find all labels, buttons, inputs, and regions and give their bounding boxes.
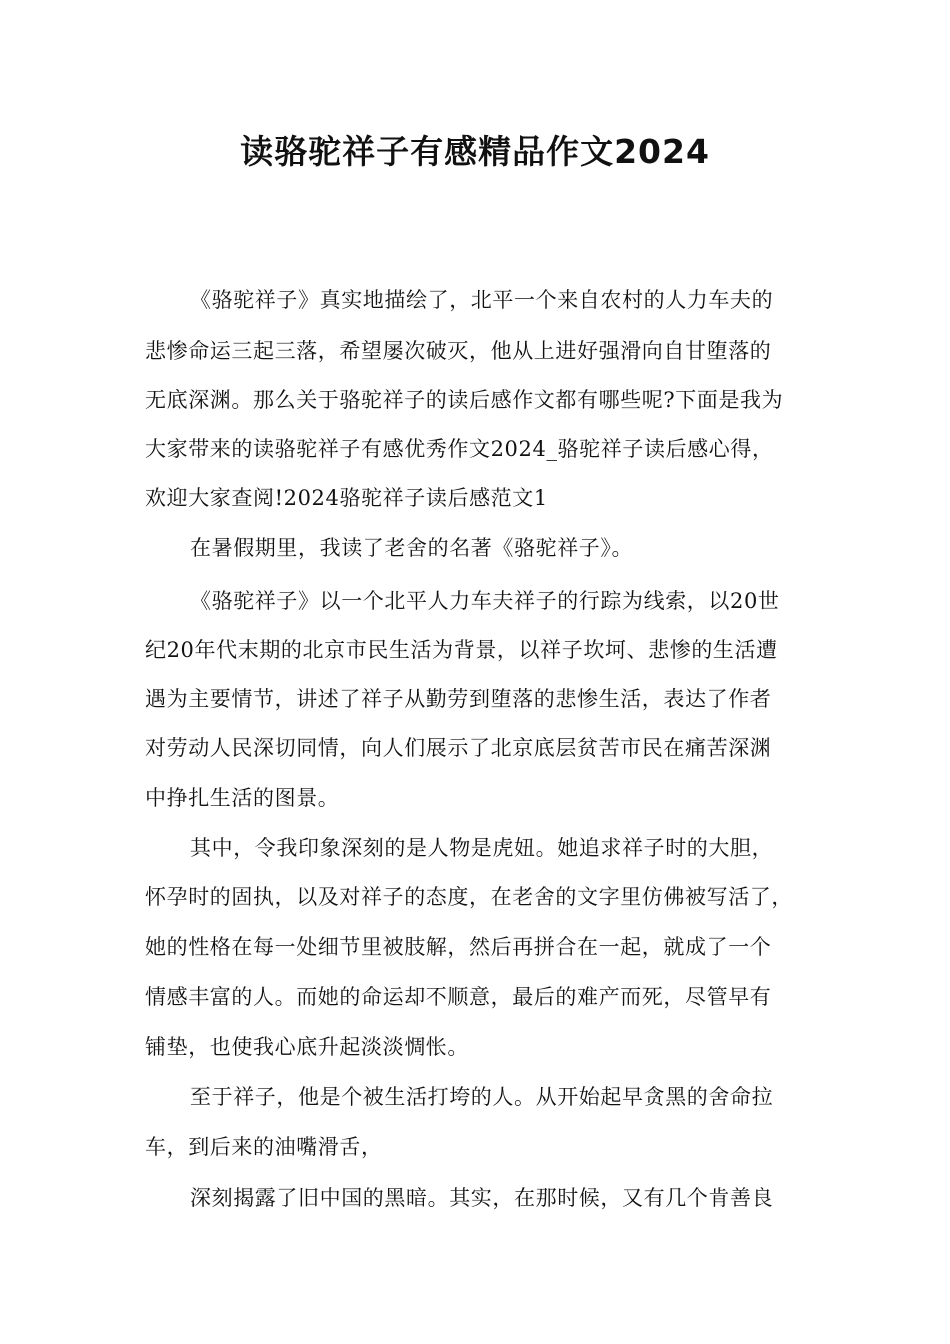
text-line: 《骆驼祥子》真实地描绘了，北平一个来自农村的人力车夫的 bbox=[190, 288, 774, 312]
text-line: 无底深渊。那么关于骆驼祥子的读后感作文都有哪些呢?下面是我为 bbox=[145, 388, 784, 412]
text-line: 对劳动人民深切同情，向人们展示了北京底层贫苦市民在痛苦深渊 bbox=[145, 736, 772, 760]
text-line: 她的性格在每一处细节里被肢解，然后再拼合在一起，就成了一个 bbox=[145, 935, 772, 959]
text-line: 至于祥子，他是个被生活打垮的人。从开始起早贪黑的舍命拉 bbox=[190, 1085, 774, 1109]
document-title: 读骆驼祥子有感精品作文2024 bbox=[240, 132, 710, 171]
text-line: 悲惨命运三起三落，希望屡次破灭，他从上进好强滑向自甘堕落的 bbox=[145, 339, 772, 363]
text-line: 铺垫，也使我心底升起淡淡惆怅。 bbox=[145, 1035, 469, 1059]
text-line: 《骆驼祥子》以一个北平人力车夫祥子的行踪为线索，以20世 bbox=[190, 589, 780, 613]
text-line: 情感丰富的人。而她的命运却不顺意，最后的难产而死，尽管早有 bbox=[145, 985, 772, 1009]
text-line: 中挣扎生活的图景。 bbox=[145, 786, 340, 810]
text-line: 遇为主要情节，讲述了祥子从勤劳到堕落的悲惨生活，表达了作者 bbox=[145, 687, 772, 711]
text-line: 欢迎大家查阅!2024骆驼祥子读后感范文1 bbox=[145, 486, 548, 510]
text-line: 怀孕时的固执，以及对祥子的态度，在老舍的文字里仿佛被写活了， bbox=[145, 885, 793, 909]
text-line: 在暑假期里，我读了老舍的名著《骆驼祥子》。 bbox=[190, 536, 634, 560]
text-line: 深刻揭露了旧中国的黑暗。其实，在那时候，又有几个肯善良 bbox=[190, 1186, 774, 1210]
text-line: 纪20年代末期的北京市民生活为背景，以祥子坎坷、悲惨的生活遭 bbox=[145, 638, 778, 662]
text-line: 车，到后来的油嘴滑舌， bbox=[145, 1135, 383, 1159]
text-line: 其中，令我印象深刻的是人物是虎妞。她追求祥子时的大胆， bbox=[190, 836, 774, 860]
text-line: 大家带来的读骆驼祥子有感优秀作文2024_骆驼祥子读后感心得， bbox=[145, 437, 774, 461]
